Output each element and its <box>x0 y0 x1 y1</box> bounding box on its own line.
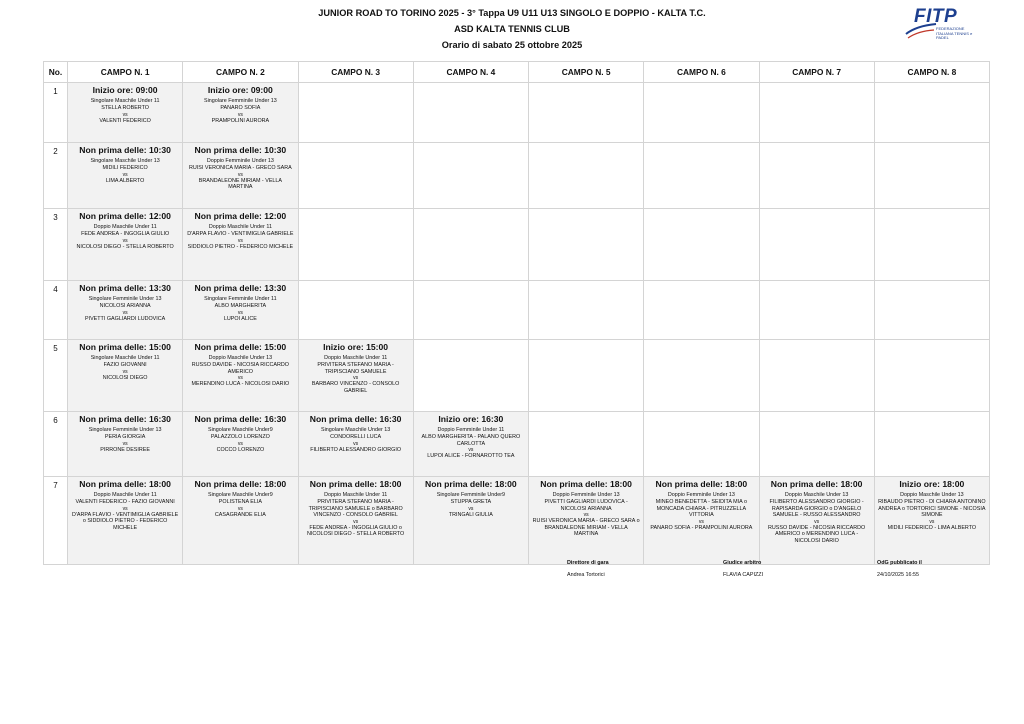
logo-text: FITP <box>914 6 958 27</box>
vs-label: vs <box>353 518 359 525</box>
match-cell <box>183 477 298 565</box>
match-category: Doppio Femminile Under 13 <box>552 492 620 498</box>
player-one: MINEO BENEDETTA - SEIDITA MIA o MONCADA CHIARA - PITRUZZELLA VITTORIA <box>655 499 747 519</box>
match-cell <box>68 209 183 281</box>
player-one: PRIVITERA STEFANO MARIA - TRIPISCIANO SAMUELE <box>317 362 394 375</box>
column-header-campo-8: CAMPO N. 8 <box>874 62 989 83</box>
vs-label: vs <box>468 447 474 454</box>
director-name: Andrea Tortorici <box>567 572 605 578</box>
empty-cell <box>874 412 989 477</box>
empty-cell <box>413 143 528 209</box>
vs-label: vs <box>814 518 820 525</box>
match-time: Non prima delle: 12:00 <box>194 211 287 221</box>
empty-cell <box>529 412 644 477</box>
player-one: PANARO SOFIA <box>220 105 261 111</box>
referee-name: FLAVIA CAPIZZI <box>723 572 764 578</box>
match-cell <box>644 477 759 565</box>
match-cell <box>68 477 183 565</box>
empty-cell <box>644 83 759 143</box>
player-one: ALBO MARGHERITA - PALANO QUERO CARLOTTA <box>421 434 521 447</box>
player-two: FILIBERTO ALESSANDRO GIORGIO <box>310 446 402 453</box>
schedule-date: Orario di sabato 25 ottobre 2025 <box>441 40 583 50</box>
vs-label: vs <box>353 375 359 382</box>
match-cell <box>413 477 528 565</box>
column-header-campo-2: CAMPO N. 2 <box>183 62 298 83</box>
player-two: PRAMPOLINI AURORA <box>211 117 270 124</box>
match-time: Non prima delle: 18:00 <box>79 479 171 489</box>
vs-label: vs <box>237 237 243 244</box>
vs-label: vs <box>237 375 243 382</box>
row-number: 2 <box>44 143 68 209</box>
match-category: Doppio Maschile Under 11 <box>93 224 157 230</box>
match-category: Singolare Maschile Under 11 <box>90 98 160 104</box>
player-two: RUISI VERONICA MARIA - GRECO SARA o BRANDALEONE MIRIAM - VELLA MARTINA <box>532 518 640 538</box>
player-one: ALBO MARGHERITA <box>214 303 267 309</box>
published-date: 24/10/2025 16:55 <box>877 572 919 578</box>
player-two: NICOLOSI DIEGO - STELLA ROBERTO <box>76 243 174 250</box>
match-category: Singolare Maschile Under9 <box>208 492 273 498</box>
empty-cell <box>874 143 989 209</box>
player-two: CASAGRANDE ELIA <box>214 511 266 518</box>
row-number: 6 <box>44 412 68 477</box>
vs-label: vs <box>237 505 243 512</box>
player-two: MIDILI FEDERICO - LIMA ALBERTO <box>887 524 977 531</box>
player-two: SIDDIOLO PIETRO - FEDERICO MICHELE <box>187 243 294 250</box>
player-two: LIMA ALBERTO <box>105 177 145 184</box>
match-cell <box>68 83 183 143</box>
player-two: PANARO SOFIA - PRAMPOLINI AURORA <box>650 524 753 531</box>
match-time: Inizio ore: 18:00 <box>899 479 965 489</box>
match-category: Doppio Maschile Under 11 <box>93 492 157 498</box>
match-category: Doppio Femminile Under 11 <box>437 427 505 433</box>
vs-label: vs <box>122 505 128 512</box>
row-number: 5 <box>44 340 68 412</box>
match-category: Singolare Maschile Under 13 <box>90 158 160 164</box>
match-category: Doppio Maschile Under 11 <box>208 224 272 230</box>
player-two: PIRRONE DESIREE <box>100 446 150 453</box>
empty-cell <box>874 281 989 340</box>
vs-label: vs <box>122 111 128 118</box>
vs-label: vs <box>237 111 243 118</box>
vs-label: vs <box>237 309 243 316</box>
player-one: STUPPA GRETA <box>450 499 492 505</box>
player-one: POLISTENA ELIA <box>218 499 262 505</box>
player-two: BARBARO VINCENZO - CONSOLO GABRIEL <box>311 381 400 394</box>
table-row <box>44 83 990 143</box>
vs-label: vs <box>122 368 128 375</box>
player-two: MERENDINO LUCA - NICOLOSI DARIO <box>191 381 290 388</box>
empty-cell <box>644 340 759 412</box>
vs-label: vs <box>122 440 128 447</box>
player-two: TRINGALI GIULIA <box>448 511 493 518</box>
match-cell <box>68 412 183 477</box>
schedule-table <box>43 61 990 565</box>
match-time: Non prima delle: 18:00 <box>655 479 748 489</box>
vs-label: vs <box>468 505 474 512</box>
table-row <box>44 281 990 340</box>
player-two: NICOLOSI DIEGO <box>102 374 148 381</box>
match-category: Singolare Femminile Under 11 <box>204 296 277 302</box>
empty-cell <box>759 83 874 143</box>
vs-label: vs <box>237 171 243 178</box>
vs-label: vs <box>583 512 589 519</box>
match-category: Singolare Femminile Under9 <box>436 492 506 498</box>
match-category: Doppio Maschile Under 11 <box>324 492 388 498</box>
player-one: VALENTI FEDERICO - FAZIO GIOVANNI <box>75 499 175 505</box>
match-time: Inizio ore: 16:30 <box>438 414 504 424</box>
player-one: RIBAUDO PIETRO - DI CHIARA ANTONINO ANDREA o TORTORICI SIMONE - NICOSIA SIMONE <box>878 499 986 519</box>
player-one: D'ARPA FLAVIO - VENTIMIGLIA GABRIELE <box>187 231 294 237</box>
player-one: NICOLOSI ARIANNA <box>99 303 151 309</box>
player-one: PERIA GIORGIA <box>104 434 146 440</box>
match-cell <box>759 477 874 565</box>
document-header <box>0 5 1024 53</box>
table-row <box>44 143 990 209</box>
match-time: Non prima delle: 18:00 <box>540 479 632 489</box>
column-header-campo-5: CAMPO N. 5 <box>529 62 644 83</box>
match-cell <box>183 209 298 281</box>
director-label: Direttore di gara <box>567 560 609 566</box>
match-time: Non prima delle: 18:00 <box>425 479 517 489</box>
vs-label: vs <box>353 440 359 447</box>
match-category: Singolare Maschile Under 11 <box>90 355 160 361</box>
row-number: 7 <box>44 477 68 565</box>
match-cell <box>68 281 183 340</box>
column-header-campo-1: CAMPO N. 1 <box>68 62 183 83</box>
match-time: Non prima delle: 10:30 <box>79 145 171 155</box>
empty-cell <box>298 83 413 143</box>
match-time: Non prima delle: 18:00 <box>770 479 863 489</box>
empty-cell <box>759 340 874 412</box>
empty-cell <box>644 143 759 209</box>
empty-cell <box>759 281 874 340</box>
empty-cell <box>529 281 644 340</box>
match-category: Singolare Maschile Under9 <box>208 427 273 433</box>
empty-cell <box>874 340 989 412</box>
match-cell <box>183 281 298 340</box>
match-category: Singolare Maschile Under 13 <box>321 427 391 433</box>
match-category: Singolare Femminile Under 13 <box>88 427 162 433</box>
match-category: Singolare Femminile Under 13 <box>88 296 162 302</box>
player-two: LUPOI ALICE <box>223 315 257 322</box>
empty-cell <box>529 209 644 281</box>
empty-cell <box>529 340 644 412</box>
match-cell <box>529 477 644 565</box>
match-category: Doppio Femminile Under 13 <box>667 492 735 498</box>
player-two: BRANDALEONE MIRIAM - VELLA MARTINA <box>198 177 283 191</box>
vs-label: vs <box>122 309 128 316</box>
empty-cell <box>529 83 644 143</box>
player-two: PIVETTI GAGLIARDI LUDOVICA <box>84 315 166 322</box>
match-time: Non prima delle: 10:30 <box>194 145 287 155</box>
match-category: Doppio Maschile Under 13 <box>900 492 964 498</box>
director-block <box>567 560 609 578</box>
match-category: Doppio Maschile Under 13 <box>784 492 849 498</box>
column-header-campo-4: CAMPO N. 4 <box>413 62 528 83</box>
match-time: Non prima delle: 16:30 <box>79 414 171 424</box>
published-label: OdG pubblicato il <box>877 560 922 566</box>
match-cell <box>183 412 298 477</box>
empty-cell <box>298 281 413 340</box>
player-one: PRIVITERA STEFANO MARIA - TRIPISCIANO SAMUELE o BARBARO VINCENZO - CONSOLO GABRIEL <box>308 499 403 519</box>
match-time: Non prima delle: 15:00 <box>194 342 287 352</box>
match-cell <box>183 143 298 209</box>
player-one: PIVETTI GAGLIARDI LUDOVICA - NICOLOSI ARIANNA <box>544 499 628 512</box>
match-cell <box>183 340 298 412</box>
match-cell <box>183 83 298 143</box>
match-cell <box>298 477 413 565</box>
player-one: FAZIO GIOVANNI <box>103 362 147 368</box>
match-cell <box>298 340 413 412</box>
table-row <box>44 209 990 281</box>
tournament-title: JUNIOR ROAD TO TORINO 2025 - 3° Tappa U9 U11 U13 SINGOLO E DOPPIO - KALTA T.C. <box>318 8 706 18</box>
player-one: CONDORELLI LUCA <box>330 434 382 440</box>
vs-label: vs <box>122 237 128 244</box>
match-category: Doppio Maschile Under 11 <box>324 355 388 361</box>
column-header-campo-7: CAMPO N. 7 <box>759 62 874 83</box>
empty-cell <box>413 281 528 340</box>
player-one: RUSSO DAVIDE - NICOSIA RICCARDO AMERICO <box>191 362 289 375</box>
empty-cell <box>298 143 413 209</box>
vs-label: vs <box>122 171 128 178</box>
empty-cell <box>644 412 759 477</box>
referee-block <box>723 560 763 578</box>
player-two: RUSSO DAVIDE - NICOSIA RICCARDO AMERICO o MERENDINO LUCA - NICOLOSI DARIO <box>768 524 866 544</box>
player-two: D'ARPA FLAVIO - VENTIMIGLIA GABRIELE o SIDDIOLO PIETRO - FEDERICO MICHELE <box>71 511 179 531</box>
club-name: ASD KALTA TENNIS CLUB <box>454 24 570 34</box>
match-time: Inizio ore: 15:00 <box>323 342 389 352</box>
player-one: PALAZZOLO LORENZO <box>210 434 270 440</box>
logo-subtext: FEDERAZIONE ITALIANA TENNIS e PADEL <box>936 26 973 41</box>
empty-cell <box>413 340 528 412</box>
match-cell <box>298 412 413 477</box>
empty-cell <box>298 209 413 281</box>
player-one: RUISI VERONICA MARIA - GRECO SARA <box>189 165 292 171</box>
table-row <box>44 412 990 477</box>
player-one: MIDILI FEDERICO <box>102 165 148 171</box>
match-category: Doppio Femminile Under 13 <box>206 158 274 164</box>
match-cell <box>68 143 183 209</box>
empty-cell <box>874 83 989 143</box>
player-one: FEDE ANDREA - INGOGLIA GIULIO <box>81 231 170 237</box>
player-two: FEDE ANDREA - INGOGLIA GIULIO o NICOLOSI DIEGO - STELLA ROBERTO <box>307 524 405 538</box>
match-time: Non prima delle: 13:30 <box>79 283 171 293</box>
match-time: Inizio ore: 09:00 <box>92 85 158 95</box>
column-header-no: No. <box>44 62 68 83</box>
match-time: Non prima delle: 16:30 <box>194 414 287 424</box>
table-body <box>44 83 990 565</box>
empty-cell <box>759 412 874 477</box>
published-block <box>877 560 922 578</box>
match-time: Non prima delle: 12:00 <box>79 211 171 221</box>
match-time: Non prima delle: 18:00 <box>194 479 287 489</box>
match-category: Singolare Femminile Under 13 <box>203 98 277 104</box>
match-time: Non prima delle: 18:00 <box>309 479 402 489</box>
match-category: Doppio Maschile Under 13 <box>208 355 273 361</box>
empty-cell <box>759 143 874 209</box>
empty-cell <box>644 209 759 281</box>
match-cell <box>874 477 989 565</box>
empty-cell <box>413 209 528 281</box>
vs-label: vs <box>698 518 704 525</box>
empty-cell <box>644 281 759 340</box>
empty-cell <box>759 209 874 281</box>
table-row <box>44 477 990 565</box>
player-one: STELLA ROBERTO <box>101 105 149 111</box>
player-two: LUPOI ALICE - FORNAROTTO TEA <box>427 453 515 460</box>
fitp-logo <box>900 6 986 44</box>
column-header-campo-3: CAMPO N. 3 <box>298 62 413 83</box>
row-number: 4 <box>44 281 68 340</box>
empty-cell <box>413 83 528 143</box>
match-time: Non prima delle: 16:30 <box>309 414 402 424</box>
empty-cell <box>874 209 989 281</box>
referee-label: Giudice arbitro <box>723 560 762 566</box>
match-time: Inizio ore: 09:00 <box>207 85 273 95</box>
empty-cell <box>529 143 644 209</box>
column-header-campo-6: CAMPO N. 6 <box>644 62 759 83</box>
match-cell <box>413 412 528 477</box>
vs-label: vs <box>237 440 243 447</box>
table-header-row <box>44 62 990 83</box>
player-two: COCCO LORENZO <box>216 446 265 453</box>
table-row <box>44 340 990 412</box>
row-number: 3 <box>44 209 68 281</box>
row-number: 1 <box>44 83 68 143</box>
match-time: Non prima delle: 15:00 <box>79 342 171 352</box>
match-time: Non prima delle: 13:30 <box>194 283 287 293</box>
vs-label: vs <box>929 518 935 525</box>
match-cell <box>68 340 183 412</box>
player-two: VALENTI FEDERICO <box>99 117 151 124</box>
player-one: FILIBERTO ALESSANDRO GIORGIO - RAPISARDA GIORGIO o D'ANGELO SAMUELE - RUSSO ALESSANDRO <box>769 499 864 519</box>
